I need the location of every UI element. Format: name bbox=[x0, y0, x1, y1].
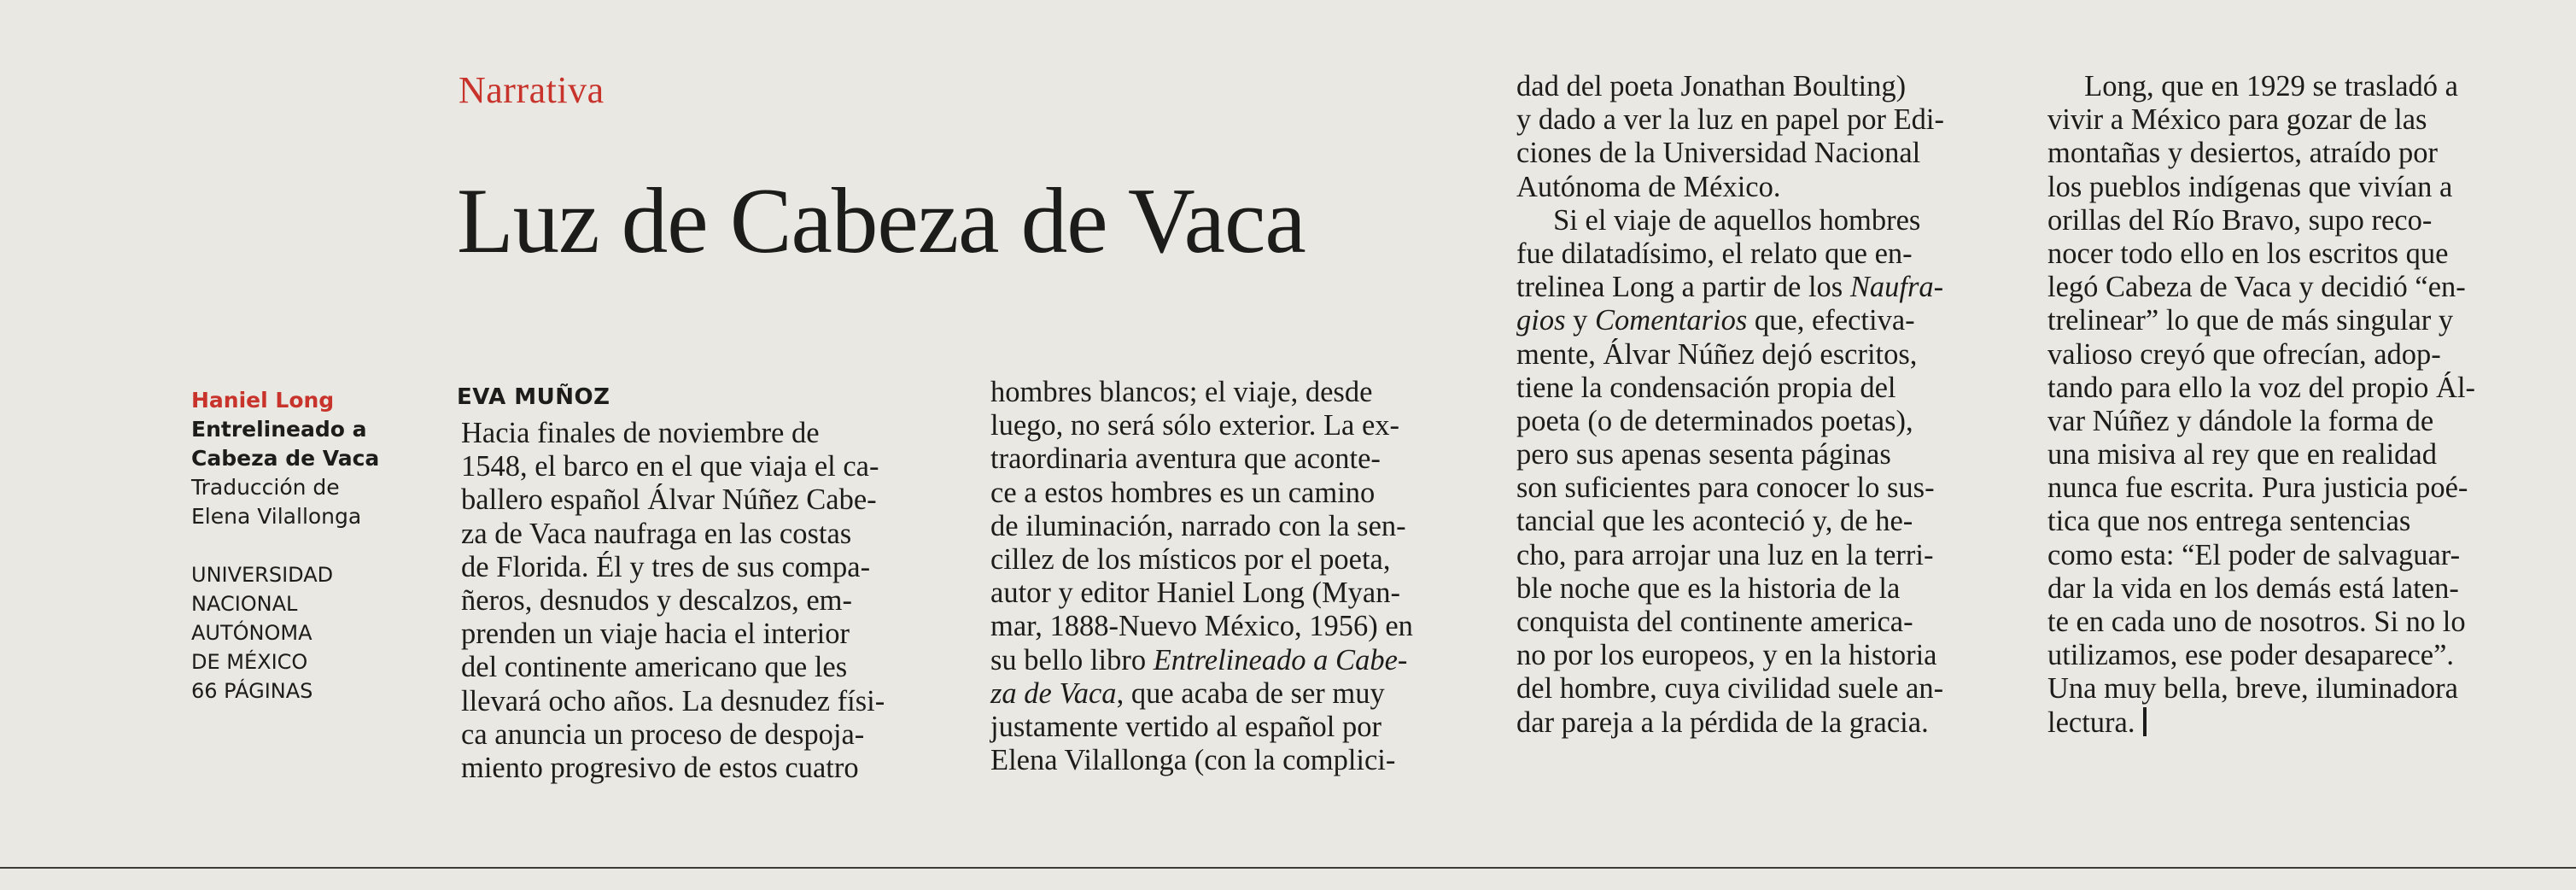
body-text-line: ble noche que es la historia de la bbox=[1516, 571, 1901, 605]
body-text-line: del continente americano que les bbox=[461, 651, 848, 684]
body-text-line: utilizamos, ese poder desaparece”. bbox=[2047, 639, 2455, 672]
page-divider-rule bbox=[0, 867, 2576, 869]
body-text-line: prenden un viaje hacia el interior bbox=[461, 618, 850, 651]
body-text-line: tancial que les aconteció y, de he- bbox=[1516, 505, 1913, 538]
body-text-line: dar la vida en los demás está laten- bbox=[2047, 571, 2459, 605]
body-text-line: tica que nos entrega sentencias bbox=[2047, 505, 2411, 538]
body-text-line: orillas del Río Bravo, supo reco- bbox=[2047, 203, 2433, 237]
body-text-line: valioso creyó que ofrecían, adop- bbox=[2047, 337, 2441, 371]
body-text-line: za de Vaca, que acaba de ser muy bbox=[990, 676, 1385, 710]
body-text-line: ciones de la Universidad Nacional bbox=[1516, 137, 1921, 170]
body-text-line: los pueblos indígenas que vivían a bbox=[2047, 170, 2453, 203]
body-text-line: conquista del continente america- bbox=[1516, 606, 1913, 638]
body-text-line: nocer todo ello en los escritos que bbox=[2047, 237, 2449, 270]
body-text-line: Long, que en 1929 se trasladó a bbox=[2047, 70, 2458, 102]
body-text-line: te en cada uno de nosotros. Si no lo bbox=[2047, 606, 2466, 638]
body-text-line: fue dilatadísimo, el relato que en- bbox=[1516, 237, 1913, 270]
body-text-line: trelinear” lo que de más singular y bbox=[2047, 304, 2454, 337]
body-text-line: miento progresivo de estos cuatro bbox=[461, 751, 859, 784]
publisher-line: DE MÉXICO bbox=[191, 650, 308, 674]
body-text-line: nunca fue escrita. Pura justicia poé- bbox=[2047, 471, 2468, 505]
body-text-line: gios y Comentarios que, efectiva- bbox=[1516, 304, 1915, 337]
body-text-line: dar pareja a la pérdida de la gracia. bbox=[1516, 706, 1929, 739]
body-text-line: y dado a ver la luz en papel por Edi- bbox=[1516, 103, 1945, 137]
book-title-line: Cabeza de Vaca bbox=[191, 446, 380, 471]
body-text-line: justamente vertido al español por bbox=[990, 710, 1381, 743]
body-column-1 bbox=[461, 417, 885, 785]
byline: EVA MUÑOZ bbox=[457, 384, 610, 410]
end-mark-icon bbox=[2143, 707, 2147, 736]
body-text-line: llevará ocho años. La desnudez físi- bbox=[461, 684, 885, 717]
body-text-line: traordinaria aventura que aconte- bbox=[990, 442, 1381, 476]
body-text-line: var Núñez y dándole la forma de bbox=[2047, 404, 2434, 437]
body-text-line: lectura. bbox=[2047, 706, 2475, 740]
body-text-line: tando para ello la voz del propio Ál- bbox=[2047, 371, 2476, 404]
body-text-line: hombres blancos; el viaje, desde bbox=[990, 376, 1373, 408]
body-text-line: mente, Álvar Núñez dejó escritos, bbox=[1516, 337, 1918, 371]
body-column-2 bbox=[990, 376, 1413, 777]
body-text-line: Elena Vilallonga (con la complici- bbox=[990, 744, 1396, 777]
body-text-line: Hacia finales de noviembre de bbox=[461, 417, 820, 449]
body-text-line: Si el viaje de aquellos hombres bbox=[1516, 203, 1921, 237]
headline: Luz de Cabeza de Vaca bbox=[457, 169, 1306, 272]
body-text-line: za de Vaca naufraga en las costas bbox=[461, 517, 852, 550]
body-text-line: cillez de los místicos por el poeta, bbox=[990, 542, 1391, 576]
body-text-line: de Florida. Él y tres de sus compa- bbox=[461, 550, 871, 583]
body-text-line: vivir a México para gozar de las bbox=[2047, 103, 2427, 137]
body-text-line: ce a estos hombres es un camino bbox=[990, 476, 1376, 509]
body-text-line: una misiva al rey que en realidad bbox=[2047, 438, 2437, 471]
translation-credit-line: Elena Vilallonga bbox=[191, 504, 362, 529]
translation-credit-line: Traducción de bbox=[191, 475, 340, 500]
body-text-line: Autónoma de México. bbox=[1516, 170, 1781, 203]
body-text-line: no por los europeos, y en la historia bbox=[1516, 639, 1937, 672]
body-column-3 bbox=[1516, 70, 1944, 740]
body-text-line: tiene la condensación propia del bbox=[1516, 371, 1896, 404]
page-count: 66 PÁGINAS bbox=[191, 679, 313, 703]
body-text-line: ca anuncia un proceso de despoja- bbox=[461, 717, 865, 751]
section-label: Narrativa bbox=[459, 69, 605, 111]
publisher-info bbox=[191, 560, 388, 706]
publisher-line: AUTÓNOMA bbox=[191, 621, 313, 645]
body-text-line: cho, para arrojar una luz en la terri- bbox=[1516, 538, 1934, 571]
book-info-sidebar bbox=[191, 386, 388, 706]
body-text-line: 1548, el barco en el que viaja el ca- bbox=[461, 450, 879, 483]
body-text-line: legó Cabeza de Vaca y decidió “en- bbox=[2047, 271, 2466, 304]
body-text-line: ñeros, desnudos y descalzos, em- bbox=[461, 583, 852, 617]
body-text-line: poeta (o de determinados poetas), bbox=[1516, 404, 1913, 437]
body-text-line: montañas y desiertos, atraído por bbox=[2047, 137, 2439, 170]
book-author: Haniel Long bbox=[191, 388, 335, 413]
publisher-line: UNIVERSIDAD bbox=[191, 563, 334, 587]
body-text-line: de iluminación, narrado con la sen- bbox=[990, 509, 1406, 542]
body-column-4 bbox=[2047, 70, 2475, 740]
body-text-line: pero sus apenas sesenta páginas bbox=[1516, 438, 1891, 471]
body-text-line: luego, no será sólo exterior. La ex- bbox=[990, 409, 1400, 442]
body-text-line: autor y editor Haniel Long (Myan- bbox=[990, 577, 1400, 610]
body-text-line: trelinea Long a partir de los Naufra- bbox=[1516, 271, 1944, 304]
body-text-line: como esta: “El poder de salvaguar- bbox=[2047, 538, 2461, 571]
body-text-line: Una muy bella, breve, iluminadora bbox=[2047, 672, 2458, 706]
body-text-line: son suficientes para conocer lo sus- bbox=[1516, 471, 1935, 505]
publisher-line: NACIONAL bbox=[191, 592, 298, 616]
body-text-line: su bello libro Entrelineado a Cabe- bbox=[990, 643, 1408, 676]
body-text-line: ballero español Álvar Núñez Cabe- bbox=[461, 483, 877, 517]
book-title-line: Entrelineado a bbox=[191, 417, 367, 442]
body-text-line: dad del poeta Jonathan Boulting) bbox=[1516, 70, 1907, 102]
body-text-line: del hombre, cuya civilidad suele an- bbox=[1516, 672, 1944, 706]
body-text-line: mar, 1888-Nuevo México, 1956) en bbox=[990, 610, 1413, 643]
